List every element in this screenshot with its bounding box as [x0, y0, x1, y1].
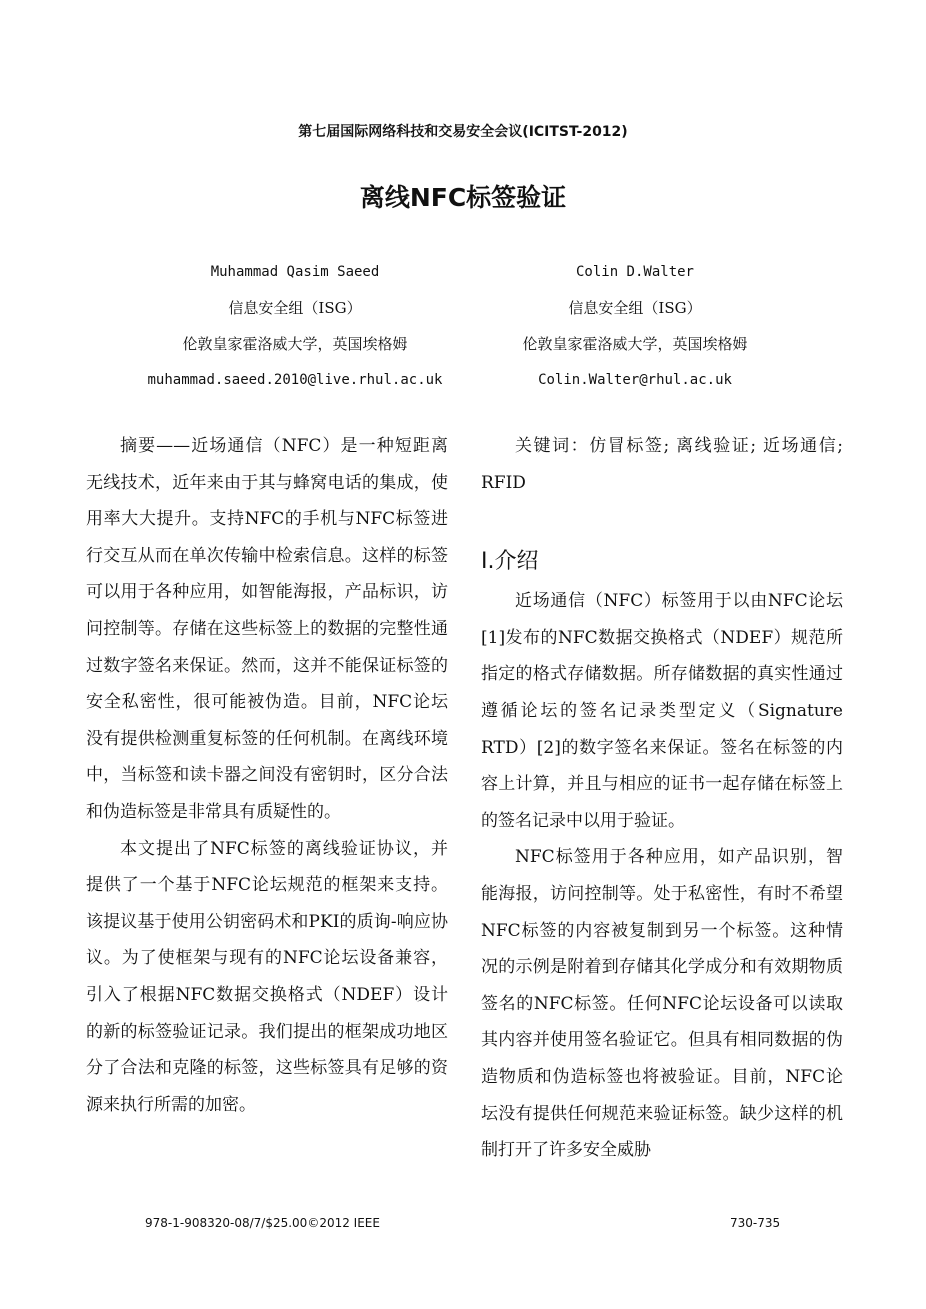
right-column	[481, 428, 843, 1169]
author-name: Colin D.Walter	[575, 264, 694, 280]
author-email: muhammad.saeed.2010@live.rhul.ac.uk	[147, 372, 443, 388]
author-block-1	[130, 254, 460, 398]
keywords: 关键词：仿冒标签; 离线验证; 近场通信; RFID	[481, 436, 843, 493]
footer-pages: 730-735	[730, 1216, 781, 1230]
author-block-2	[470, 254, 800, 398]
intro-paragraph-2: NFC标签用于各种应用，如产品识别，智能海报，访问控制等。处于私密性，有时不希望NFC标签的内容被复制到另一个标签。这种情况的示例是附着到存储其化学成分和有效期物质签名的NFC标签。任何NFC论坛设备可以读取其内容并使用签名验证它。但具有相同数据的伪造物质和伪造标签也将被验证。目前，NFC论坛没有提供任何规范来验证标签。缺少这样的机制打开了许多安全威胁	[481, 847, 843, 1161]
author-group: 信息安全组（ISG）	[568, 299, 702, 317]
abstract-paragraph-1: 摘要——近场通信（NFC）是一种短距离无线技术，近年来由于其与蜂窝电话的集成，使用率大大提升。支持NFC的手机与NFC标签进行交互从而在单次传输中检索信息。这样的标签可以用于各种应用，如智能海报，产品标识，访问控制等。存储在这些标签上的数据的完整性通过数字签名来保证。然而，这并不能保证标签的安全私密性，很可能被伪造。目前，NFC论坛没有提供检测重复标签的任何机制。在离线环境中，当标签和读卡器之间没有密钥时，区分合法和伪造标签是非常具有质疑性的。	[86, 436, 448, 822]
left-column	[86, 428, 448, 1123]
author-affiliation: 伦敦皇家霍洛威大学，英国埃格姆	[182, 335, 408, 353]
paper-title: 离线NFC标签验证	[359, 183, 567, 212]
conference-title: 第七届国际网络科技和交易安全会议(ICITST-2012)	[298, 124, 628, 140]
author-group: 信息安全组（ISG）	[228, 299, 362, 317]
author-affiliation: 伦敦皇家霍洛威大学，英国埃格姆	[522, 335, 748, 353]
author-name: Muhammad Qasim Saeed	[210, 264, 380, 280]
footer-copyright: 978-1-908320-08/7/$25.00©2012 IEEE	[145, 1216, 380, 1230]
author-email: Colin.Walter@rhul.ac.uk	[538, 372, 732, 388]
intro-paragraph-1: 近场通信（NFC）标签用于以由NFC论坛[1]发布的NFC数据交换格式（NDEF）规范所指定的格式存储数据。所存储数据的真实性通过遵循论坛的签名记录类型定义（Signature RTD）[2]的数字签名来保证。签名在标签的内容上计算，并且与相应的证书一起存储在标签上的签名记录中以用于验证。	[481, 591, 843, 831]
abstract-paragraph-2: 本文提出了NFC标签的离线验证协议，并提供了一个基于NFC论坛规范的框架来支持。该提议基于使用公钥密码术和PKI的质询-响应协议。为了使框架与现有的NFC论坛设备兼容，引入了根据NFC数据交换格式（NDEF）设计的新的标签验证记录。我们提出的框架成功地区分了合法和克隆的标签，这些标签具有足够的资源来执行所需的加密。	[86, 838, 448, 1115]
section-heading-introduction: I.介绍	[481, 549, 539, 575]
